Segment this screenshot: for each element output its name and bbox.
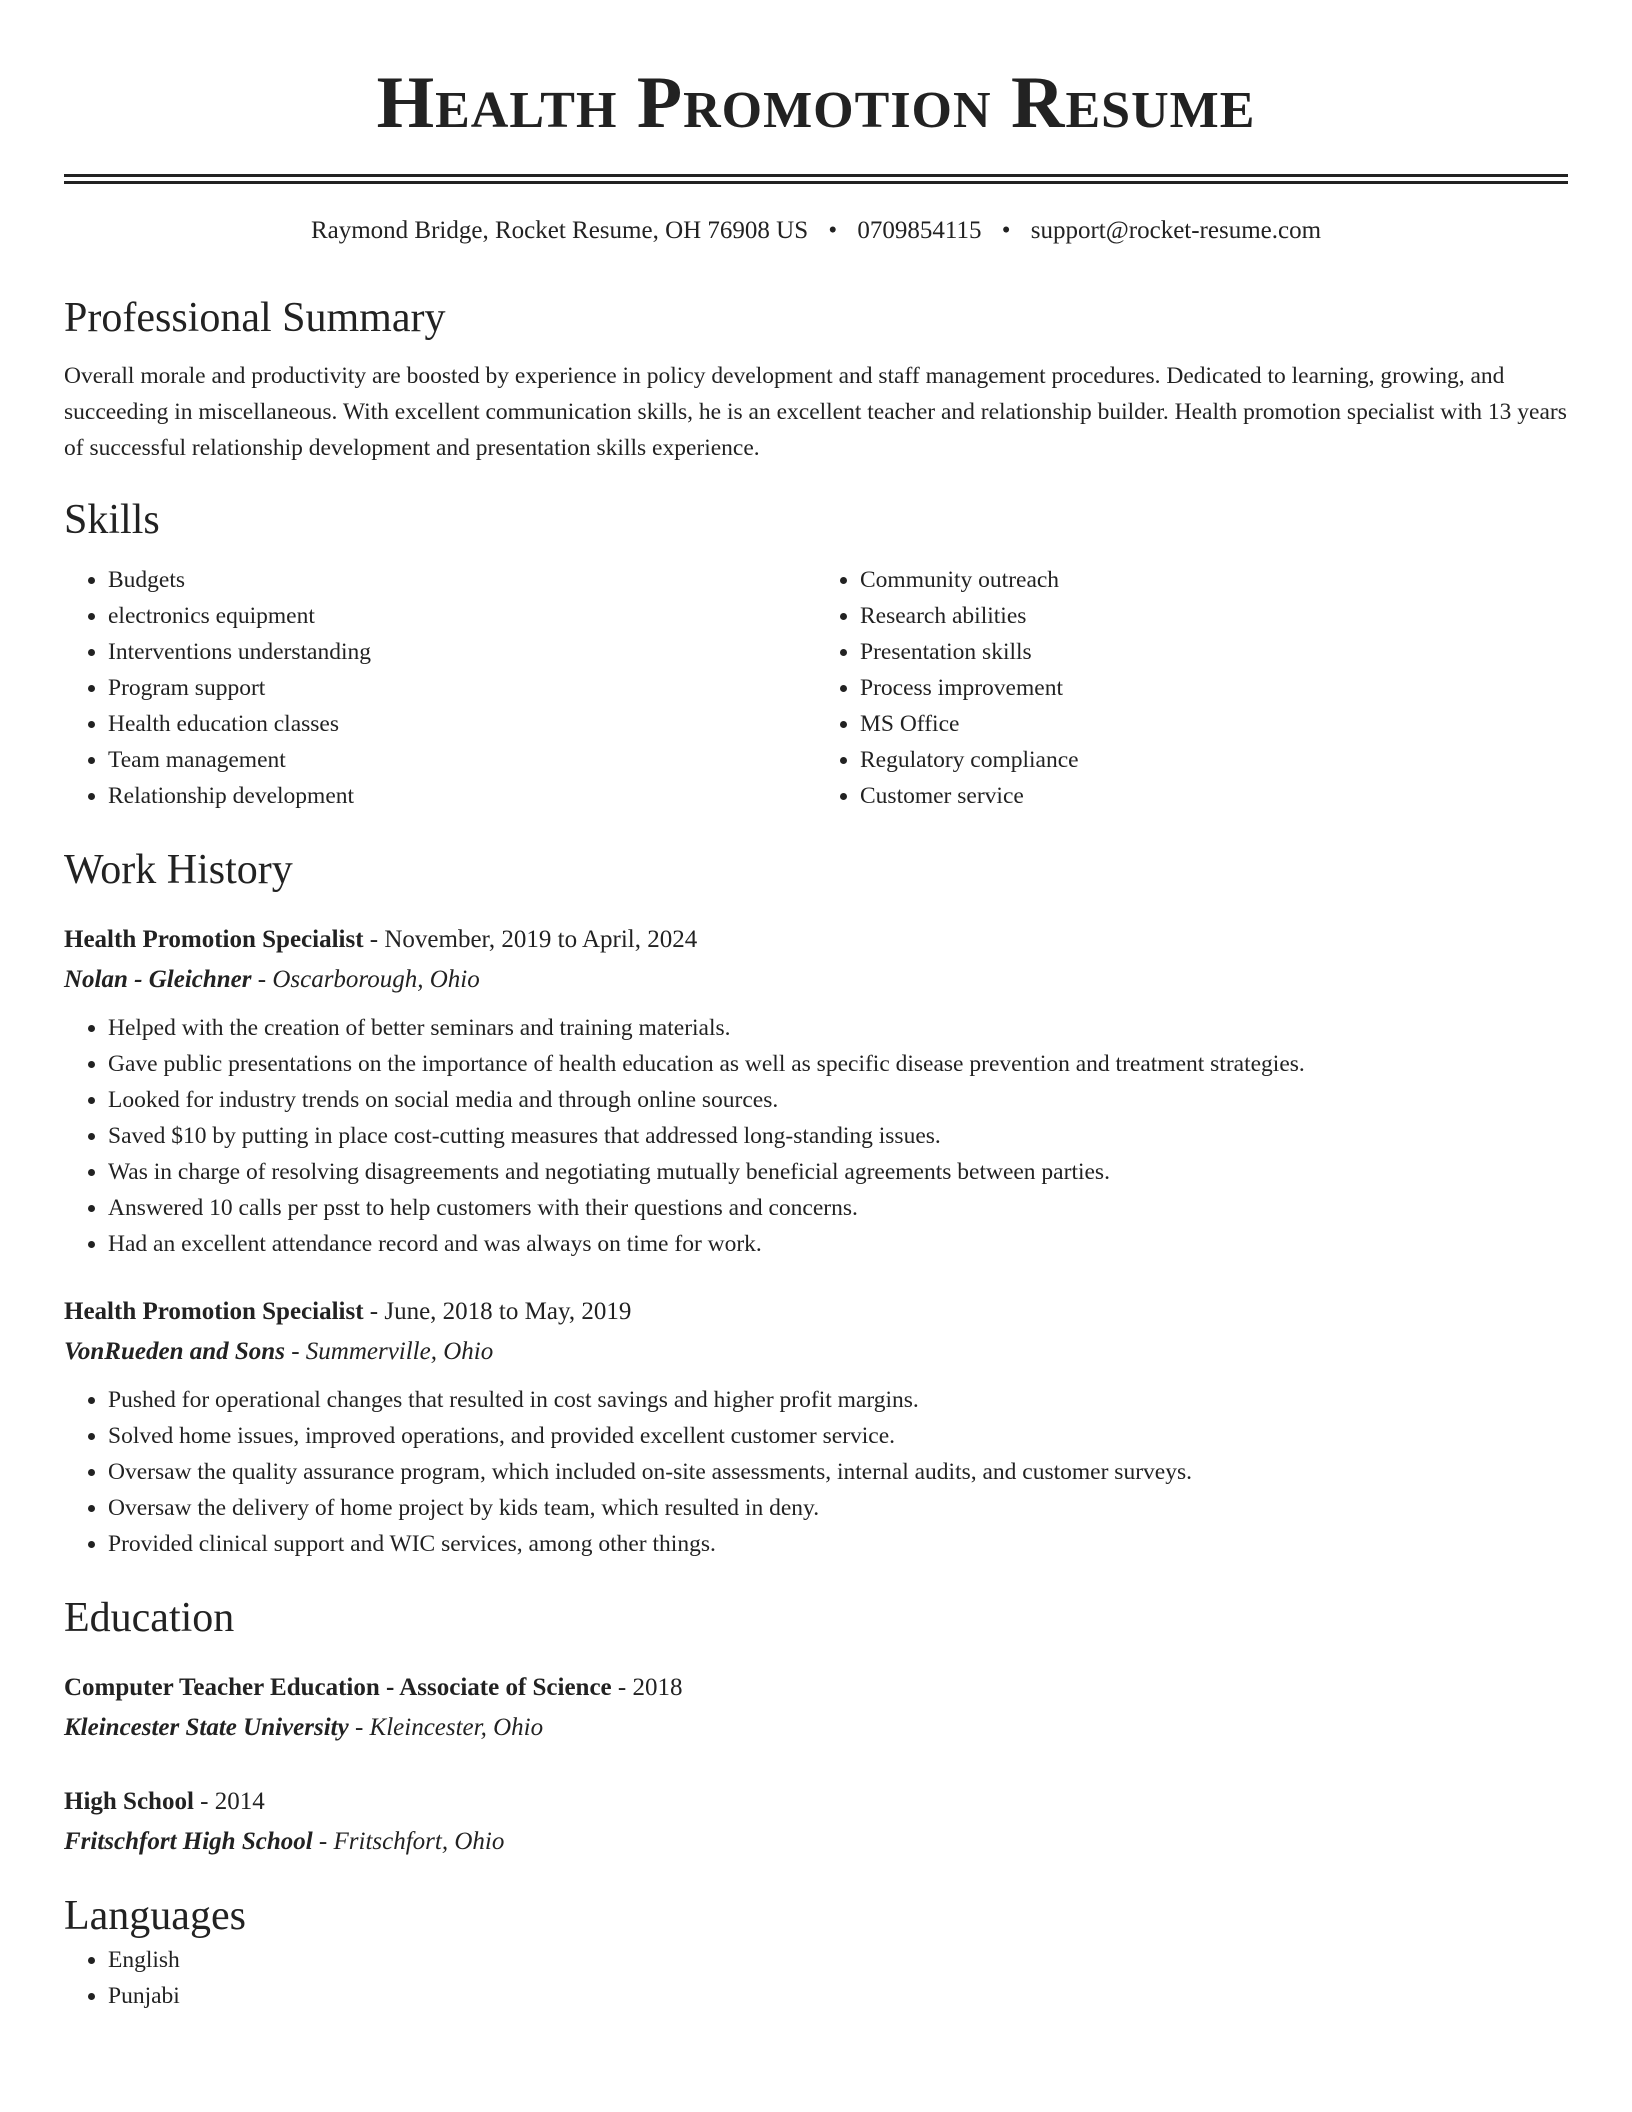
skill-item: • Regulatory compliance [860,742,1568,778]
education-year: - 2018 [611,1674,683,1701]
job-bullet: • Provided clinical support and WIC services, among other things. [108,1526,1568,1562]
education-school: Kleincester State University [64,1714,349,1741]
job-company-line [64,1332,1568,1372]
job-dates: - June, 2018 to May, 2019 [363,1298,632,1325]
job-bullet: • Saved $10 by putting in place cost-cutting measures that addressed long-standing issues. [108,1118,1568,1154]
job-dates: - November, 2019 to April, 2024 [363,926,698,953]
job-company-line [64,960,1568,1000]
skill-item: • Interventions understanding [108,634,816,670]
education-degree-line [64,1668,1568,1708]
contact-separator: • [1001,217,1011,244]
contact-phone: 0709854115 [857,217,982,244]
skill-item: • Community outreach [860,562,1568,598]
languages-heading: Languages [64,1893,246,1939]
education-year: - 2014 [193,1788,265,1815]
education-school-line [64,1708,1568,1748]
skill-item: • Presentation skills [860,634,1568,670]
skill-item: • MS Office [860,706,1568,742]
job-entry [64,1292,1568,1562]
language-item: • Punjabi [108,1978,1568,2014]
job-title-line [64,1292,1568,1332]
skills-list-right [816,562,1568,814]
title-divider [64,174,1568,184]
education-location: - Fritschfort, Ohio [312,1828,505,1855]
job-location: - Oscarborough, Ohio [251,966,480,993]
job-company: VonRueden and Sons [64,1338,285,1365]
job-bullet: • Helped with the creation of better seminars and training materials. [108,1010,1568,1046]
education-entry [64,1668,1568,1748]
contact-email: support@rocket-resume.com [1030,217,1322,244]
job-bullet: • Looked for industry trends on social media and through online sources. [108,1082,1568,1118]
contact-separator: • [828,217,838,244]
job-bullet: • Oversaw the quality assurance program, which included on-site assessments, internal audits, and customer surveys. [108,1454,1568,1490]
education-school-line [64,1822,1568,1862]
skill-item: • Team management [108,742,816,778]
skill-item: • Relationship development [108,778,816,814]
skill-item: • Research abilities [860,598,1568,634]
job-bullet: • Had an excellent attendance record and was always on time for work. [108,1226,1568,1262]
job-role: Health Promotion Specialist [64,1298,364,1325]
skill-item: • Program support [108,670,816,706]
skill-item: • Health education classes [108,706,816,742]
skills-column-left [64,562,816,814]
skill-item: • Budgets [108,562,816,598]
skills-column-right [816,562,1568,814]
job-bullets [64,1382,1568,1562]
job-company: Nolan - Gleichner [64,966,252,993]
education-heading: Education [64,1595,235,1641]
summary-heading: Professional Summary [64,295,446,341]
skills-heading: Skills [64,497,160,543]
language-item: • English [108,1942,1568,1978]
job-bullet: • Pushed for operational changes that resulted in cost savings and higher profit margins. [108,1382,1568,1418]
job-bullets [64,1010,1568,1262]
job-bullet: • Answered 10 calls per psst to help customers with their questions and concerns. [108,1190,1568,1226]
job-bullet: • Solved home issues, improved operations, and provided excellent customer service. [108,1418,1568,1454]
skills-grid [64,562,1568,814]
job-title-line [64,920,1568,960]
education-school: Fritschfort High School [64,1828,313,1855]
education-entry [64,1782,1568,1862]
languages-list [64,1942,1568,2014]
job-location: - Summerville, Ohio [284,1338,494,1365]
skill-item: • Process improvement [860,670,1568,706]
job-bullet: • Was in charge of resolving disagreements and negotiating mutually beneficial agreements between parties. [108,1154,1568,1190]
job-bullet: • Oversaw the delivery of home project by kids team, which resulted in deny. [108,1490,1568,1526]
education-degree: High School [64,1788,194,1815]
job-role: Health Promotion Specialist [64,926,364,953]
contact-line [64,214,1568,248]
work-history-heading: Work History [64,847,293,893]
resume-title: Health Promotion Resume [376,62,1256,144]
skill-item: • Customer service [860,778,1568,814]
education-degree-line [64,1782,1568,1822]
summary-text: Overall morale and productivity are boosted by experience in policy development and staff management procedures. Dedicated to learning, growing, and succeeding in miscellaneous. With excellent communication skills, he is an excellent teacher and relationship builder. Health promotion specialist with 13 years of successful relationship development and presentation skills experience. [64,363,1567,461]
contact-address: Raymond Bridge, Rocket Resume, OH 76908 US [310,217,809,244]
education-location: - Kleincester, Ohio [348,1714,544,1741]
job-entry [64,920,1568,1262]
job-bullet: • Gave public presentations on the importance of health education as well as specific disease prevention and treatment strategies. [108,1046,1568,1082]
skill-item: • electronics equipment [108,598,816,634]
skills-list-left [64,562,816,814]
education-degree: Computer Teacher Education - Associate of Science [64,1674,612,1701]
